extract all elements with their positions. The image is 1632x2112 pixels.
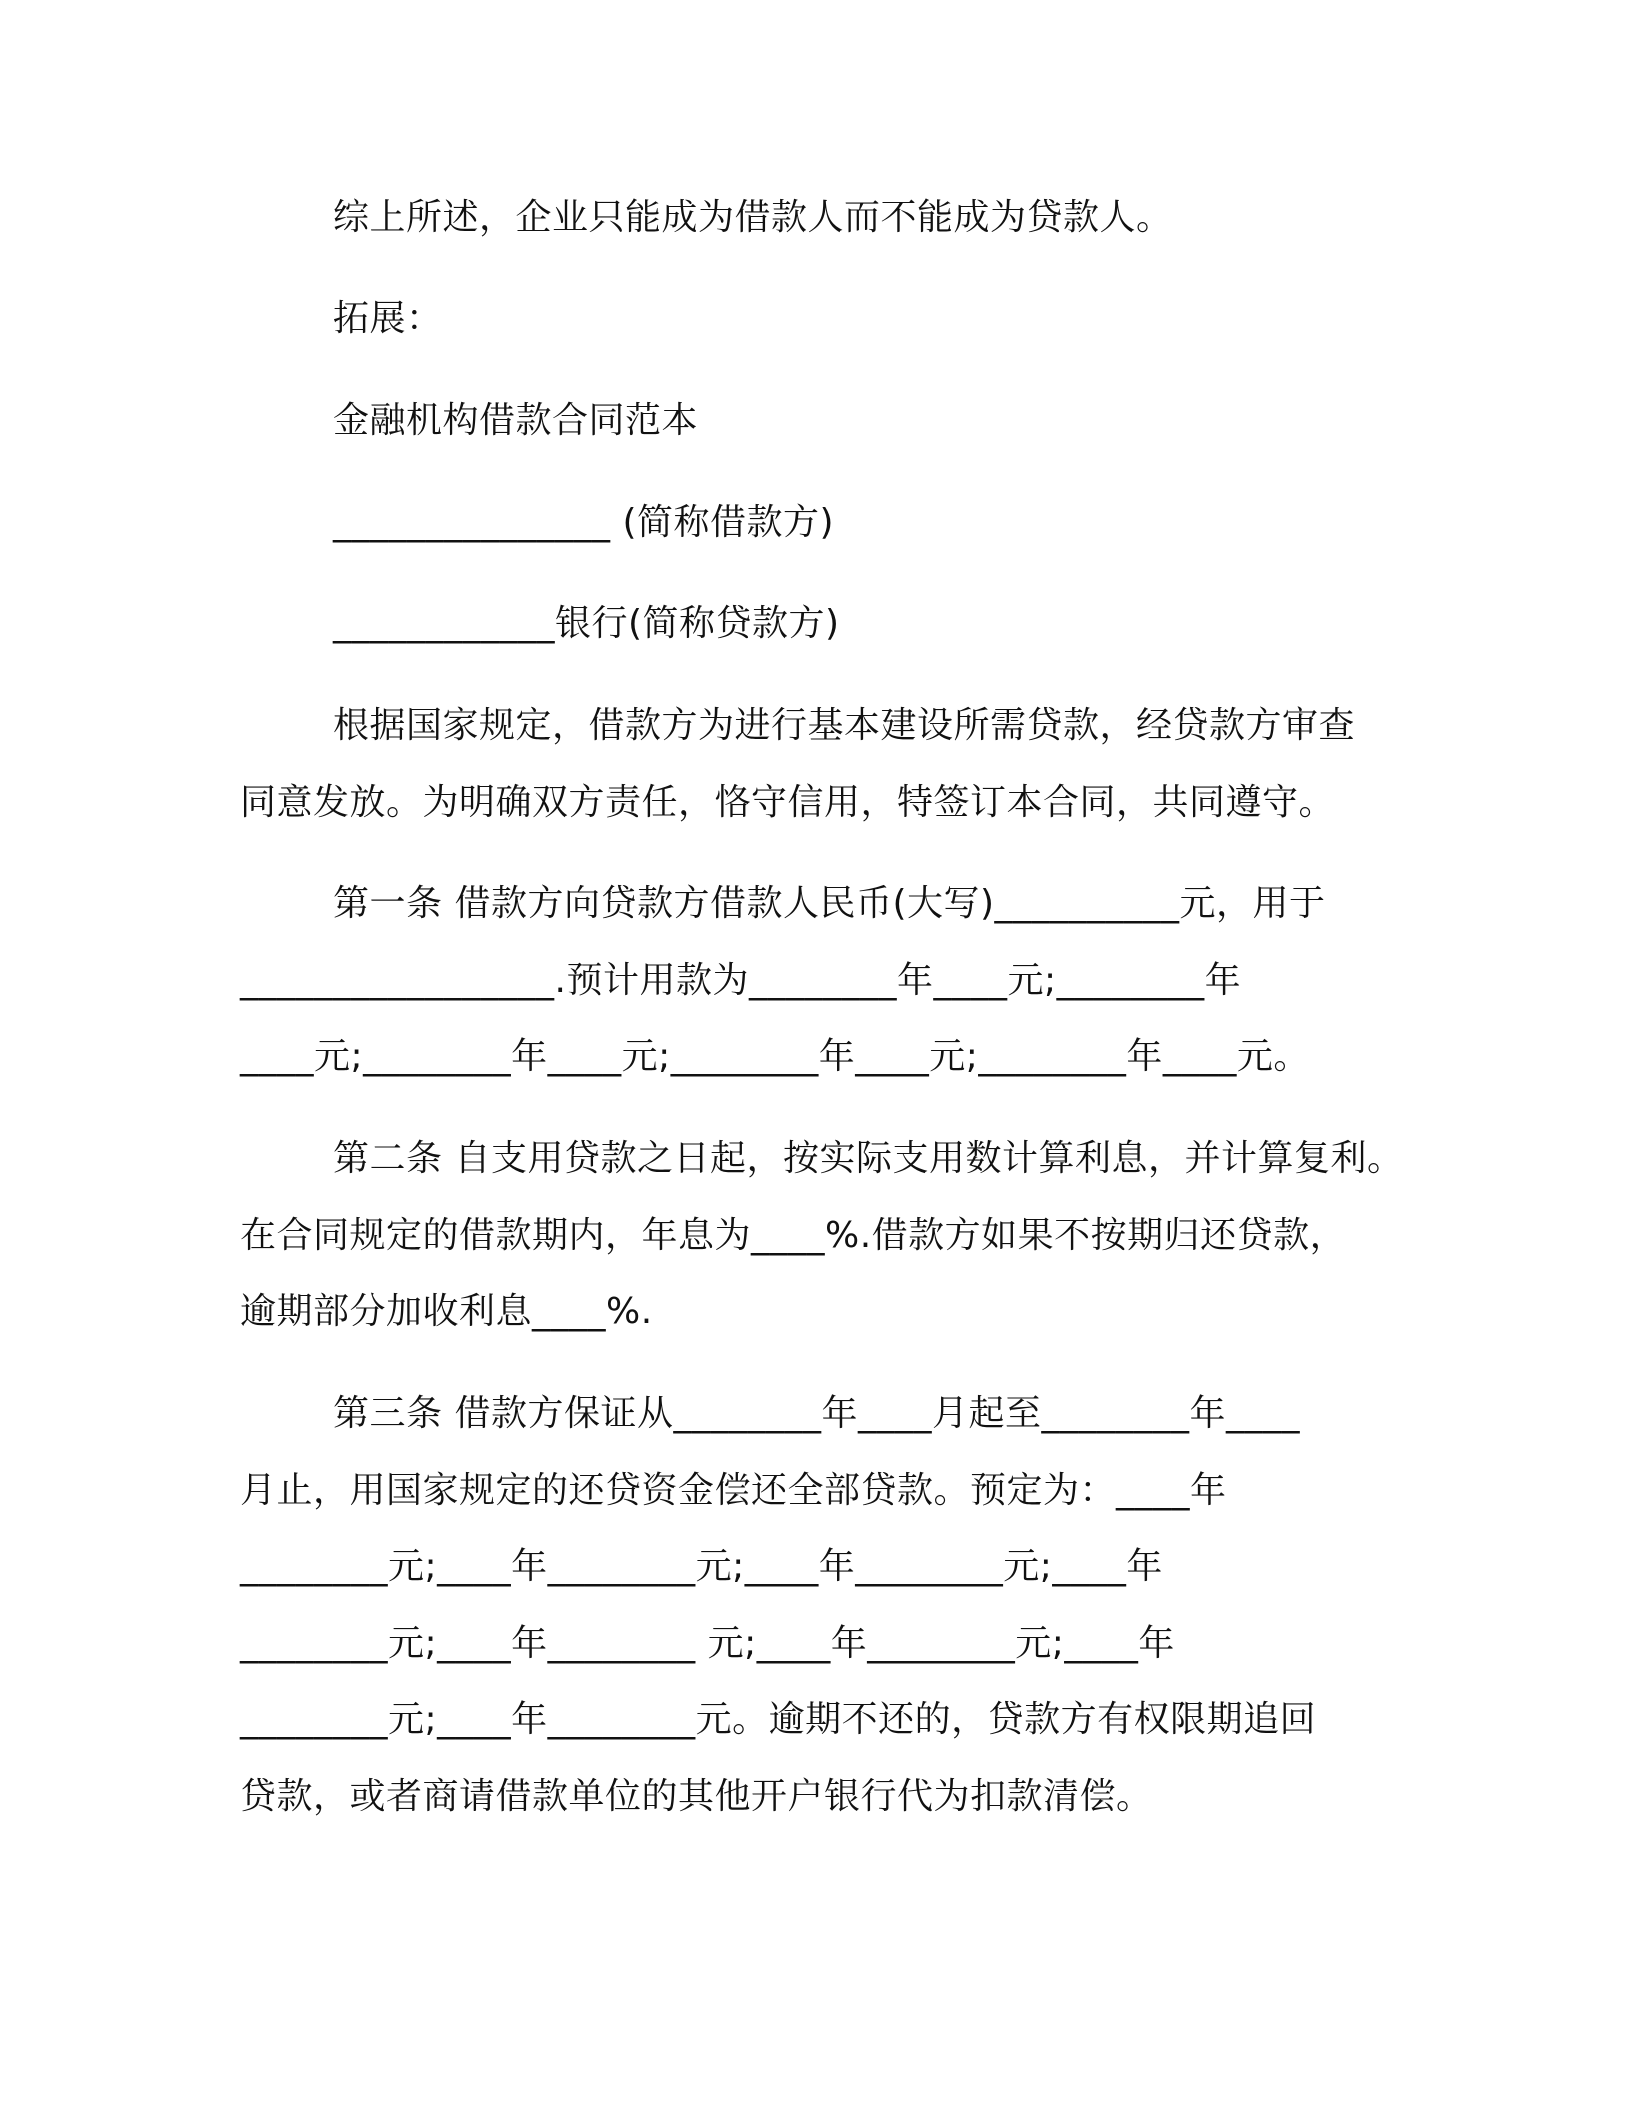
summary-line: 综上所述，企业只能成为借款人而不能成为贷款人。 <box>333 197 1173 238</box>
article-3-line-1: 第三条 借款方保证从________年____月起至________年____ <box>333 1393 1300 1434</box>
borrower-line: _______________ (简称借款方) <box>333 502 835 543</box>
article-3-line-5: ________元;____年________元。逾期不还的，贷款方有权限期追回 <box>240 1699 1317 1740</box>
article-2-line-3: 逾期部分加收利息____%. <box>240 1291 653 1332</box>
preamble-line-1: 根据国家规定，借款方为进行基本建设所需贷款，经贷款方审查 <box>333 705 1356 746</box>
article-1-line-2: _________________.预计用款为________年____元;________年 <box>240 960 1242 1001</box>
lender-line: ____________银行(简称贷款方) <box>333 603 840 644</box>
article-3-line-6: 贷款，或者商请借款单位的其他开户银行代为扣款清偿。 <box>240 1776 1153 1817</box>
article-2-line-2: 在合同规定的借款期内，年息为____%.借款方如果不按期归还贷款， <box>240 1215 1347 1256</box>
preamble-line-2: 同意发放。为明确双方责任，恪守信用，特签订本合同，共同遵守。 <box>240 782 1336 823</box>
article-3-line-3: ________元;____年________元;____年________元;____年 <box>240 1546 1163 1587</box>
article-3-line-4: ________元;____年________ 元;____年________元;____年 <box>240 1623 1175 1664</box>
article-1-line-3: ____元;________年____元;________年____元;________年____元。 <box>240 1036 1310 1077</box>
contract-title: 金融机构借款合同范本 <box>333 400 699 441</box>
article-3-line-2: 月止，用国家规定的还贷资金偿还全部贷款。预定为：____年 <box>240 1470 1227 1511</box>
extension-label: 拓展： <box>333 298 443 339</box>
article-2-line-1: 第二条 自支用贷款之日起，按实际支用数计算利息，并计算复利。 <box>333 1138 1404 1179</box>
article-1-line-1: 第一条 借款方向贷款方借款人民币(大写)__________元，用于 <box>333 883 1326 924</box>
